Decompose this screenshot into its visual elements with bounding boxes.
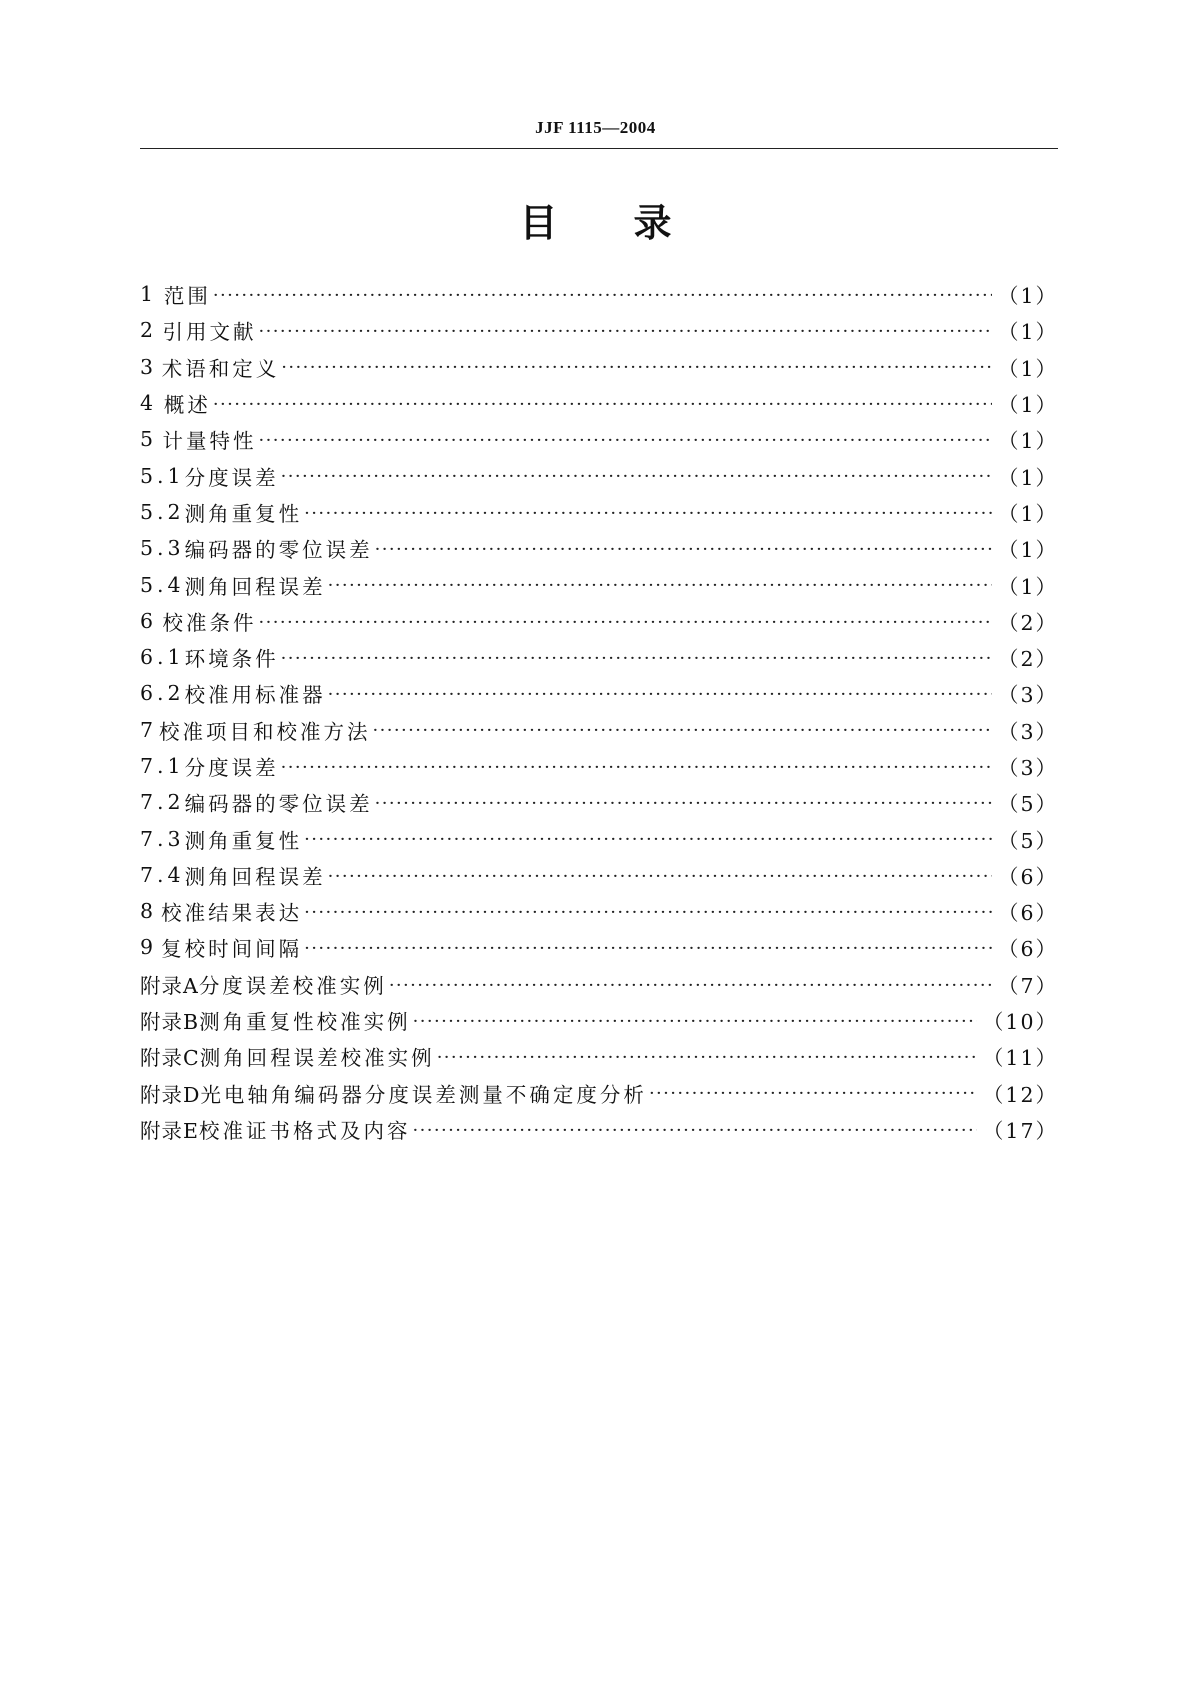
toc-dot-leader bbox=[328, 863, 992, 884]
toc-dot-leader bbox=[389, 972, 992, 993]
toc-entry-page: （3） bbox=[997, 683, 1058, 708]
toc-entry-label: 概述 bbox=[163, 393, 211, 418]
toc-entry-page: （1） bbox=[997, 393, 1058, 418]
toc-entry-label: 编码器的零位误差 bbox=[184, 792, 373, 817]
toc-entry-label: 范围 bbox=[163, 284, 211, 309]
toc-entry-number: 附录C bbox=[140, 1046, 200, 1071]
toc-entry-number: 5.3 bbox=[140, 536, 185, 561]
toc-entry-number: 附录B bbox=[140, 1010, 200, 1035]
toc-entry-number: 6 bbox=[140, 608, 158, 633]
toc-entry-label: 计量特性 bbox=[162, 429, 257, 454]
toc-entry-number: 附录D bbox=[140, 1082, 201, 1107]
toc-dot-leader bbox=[649, 1080, 977, 1101]
table-of-contents bbox=[140, 276, 1058, 1147]
toc-entry-number: 7.1 bbox=[140, 754, 185, 778]
toc-entry-page: （12） bbox=[982, 1082, 1058, 1107]
toc-dot-leader bbox=[304, 935, 992, 956]
toc-entry-number: 附录A bbox=[140, 973, 199, 998]
toc-dot-leader bbox=[304, 826, 992, 847]
toc-entry-label: 引用文献 bbox=[162, 320, 257, 345]
toc-entry-label: 校准条件 bbox=[162, 610, 257, 635]
toc-entry-label: 术语和定义 bbox=[161, 356, 280, 381]
toc-entry-label: 测角回程误差 bbox=[184, 864, 326, 889]
toc-entry-label: 校准用标准器 bbox=[184, 683, 326, 708]
toc-dot-leader bbox=[437, 1044, 977, 1065]
toc-entry-number: 5 bbox=[140, 427, 158, 452]
toc-entry-number: 6.2 bbox=[140, 681, 185, 706]
toc-entry-page: （11） bbox=[982, 1046, 1058, 1071]
toc-entry-number: 7.3 bbox=[140, 826, 185, 851]
toc-entry[interactable] bbox=[140, 784, 1058, 820]
toc-dot-leader bbox=[328, 681, 992, 702]
toc-entry-page: （1） bbox=[997, 429, 1058, 454]
toc-entry[interactable] bbox=[140, 603, 1058, 639]
toc-entry-label: 测角重复性 bbox=[184, 501, 303, 526]
toc-entry-label: 测角回程误差校准实例 bbox=[199, 1046, 435, 1071]
toc-entry-number: 3 bbox=[140, 354, 158, 379]
toc-entry[interactable] bbox=[140, 1038, 1058, 1074]
toc-entry-label: 测角回程误差 bbox=[184, 574, 326, 599]
toc-entry[interactable] bbox=[140, 276, 1058, 312]
toc-entry[interactable] bbox=[140, 820, 1058, 856]
toc-entry-label: 光电轴角编码器分度误差测量不确定度分析 bbox=[200, 1082, 647, 1107]
toc-entry-page: （1） bbox=[997, 501, 1058, 526]
toc-dot-leader bbox=[372, 717, 991, 738]
toc-entry[interactable] bbox=[140, 966, 1058, 1002]
toc-entry-label: 环境条件 bbox=[184, 647, 279, 672]
toc-entry-page: （17） bbox=[982, 1118, 1058, 1143]
toc-entry[interactable] bbox=[140, 530, 1058, 566]
toc-entry[interactable] bbox=[140, 639, 1058, 675]
toc-entry-label: 校准结果表达 bbox=[161, 901, 303, 926]
toc-entry[interactable] bbox=[140, 712, 1058, 748]
toc-entry-label: 测角重复性 bbox=[184, 828, 303, 853]
toc-entry-number: 8 bbox=[140, 899, 158, 924]
toc-entry[interactable] bbox=[140, 748, 1058, 784]
toc-entry-number: 2 bbox=[140, 318, 158, 343]
toc-entry-page: （1） bbox=[997, 538, 1058, 563]
toc-entry-number: 附录E bbox=[140, 1118, 199, 1143]
toc-entry-page: （6） bbox=[997, 937, 1058, 962]
toc-entry-page: （6） bbox=[997, 901, 1058, 926]
toc-dot-leader bbox=[375, 790, 992, 811]
toc-entry-label: 测角重复性校准实例 bbox=[199, 1010, 411, 1035]
toc-dot-leader bbox=[375, 536, 992, 557]
toc-dot-leader bbox=[328, 572, 992, 593]
toc-dot-leader bbox=[258, 609, 991, 630]
toc-entry[interactable] bbox=[140, 857, 1058, 893]
toc-dot-leader bbox=[213, 282, 992, 303]
toc-entry-page: （10） bbox=[982, 1010, 1058, 1035]
toc-dot-leader bbox=[213, 391, 992, 412]
header-rule bbox=[140, 148, 1058, 149]
toc-dot-leader bbox=[281, 645, 992, 666]
toc-entry-page: （2） bbox=[997, 610, 1058, 635]
toc-entry-number: 5.4 bbox=[140, 572, 185, 597]
toc-entry[interactable] bbox=[140, 929, 1058, 965]
toc-dot-leader bbox=[281, 754, 992, 775]
toc-entry[interactable] bbox=[140, 494, 1058, 530]
toc-entry-number: 9 bbox=[140, 935, 158, 960]
toc-entry[interactable] bbox=[140, 312, 1058, 348]
toc-entry-page: （3） bbox=[997, 719, 1058, 744]
toc-entry-page: （1） bbox=[997, 320, 1058, 345]
toc-dot-leader bbox=[412, 1117, 976, 1138]
toc-entry-page: （1） bbox=[997, 356, 1058, 381]
toc-entry-number: 1 bbox=[140, 282, 158, 307]
toc-entry-label: 分度误差 bbox=[184, 756, 279, 780]
toc-entry-page: （7） bbox=[997, 973, 1058, 998]
toc-entry-number: 7 bbox=[140, 717, 158, 742]
toc-entry-label: 校准证书格式及内容 bbox=[198, 1118, 411, 1143]
toc-entry-number: 5.2 bbox=[140, 499, 185, 524]
toc-entry-number: 7.2 bbox=[140, 790, 185, 815]
toc-entry-page: （2） bbox=[997, 647, 1058, 672]
toc-entry[interactable] bbox=[140, 349, 1058, 385]
toc-entry-label: 复校时间间隔 bbox=[161, 937, 303, 962]
toc-entry-page: （1） bbox=[997, 574, 1058, 599]
toc-entry-label: 分度误差 bbox=[184, 465, 279, 490]
toc-entry-page: （3） bbox=[997, 756, 1058, 780]
toc-entry-label: 校准项目和校准方法 bbox=[158, 719, 371, 744]
page-title: 目录 bbox=[519, 201, 748, 245]
toc-entry-page: （1） bbox=[997, 284, 1058, 309]
toc-entry-page: （1） bbox=[997, 465, 1058, 490]
toc-entry-page: （5） bbox=[997, 792, 1058, 817]
toc-entry[interactable] bbox=[140, 1002, 1058, 1038]
toc-dot-leader bbox=[258, 318, 991, 339]
toc-entry[interactable] bbox=[140, 893, 1058, 929]
toc-entry[interactable] bbox=[140, 457, 1058, 493]
toc-dot-leader bbox=[281, 463, 992, 484]
toc-dot-leader bbox=[258, 427, 991, 448]
toc-dot-leader bbox=[304, 500, 992, 521]
toc-entry[interactable] bbox=[140, 385, 1058, 421]
toc-entry[interactable] bbox=[140, 1075, 1058, 1111]
toc-entry-label: 分度误差校准实例 bbox=[198, 973, 387, 998]
toc-dot-leader bbox=[413, 1008, 977, 1029]
toc-dot-leader bbox=[304, 899, 992, 920]
toc-entry-number: 5.1 bbox=[140, 463, 185, 488]
toc-entry[interactable] bbox=[140, 675, 1058, 711]
toc-entry[interactable] bbox=[140, 1111, 1058, 1147]
toc-entry-number: 7.4 bbox=[140, 862, 185, 887]
toc-entry-label: 编码器的零位误差 bbox=[184, 538, 373, 563]
toc-entry-page: （6） bbox=[997, 864, 1058, 889]
standard-code-header: JJF 1115—2004 bbox=[535, 118, 656, 137]
toc-entry[interactable] bbox=[140, 421, 1058, 457]
toc-entry-number: 4 bbox=[140, 391, 158, 416]
toc-dot-leader bbox=[281, 354, 992, 375]
toc-entry-page: （5） bbox=[997, 828, 1058, 853]
toc-entry-number: 6.1 bbox=[140, 645, 185, 670]
toc-entry[interactable] bbox=[140, 566, 1058, 602]
